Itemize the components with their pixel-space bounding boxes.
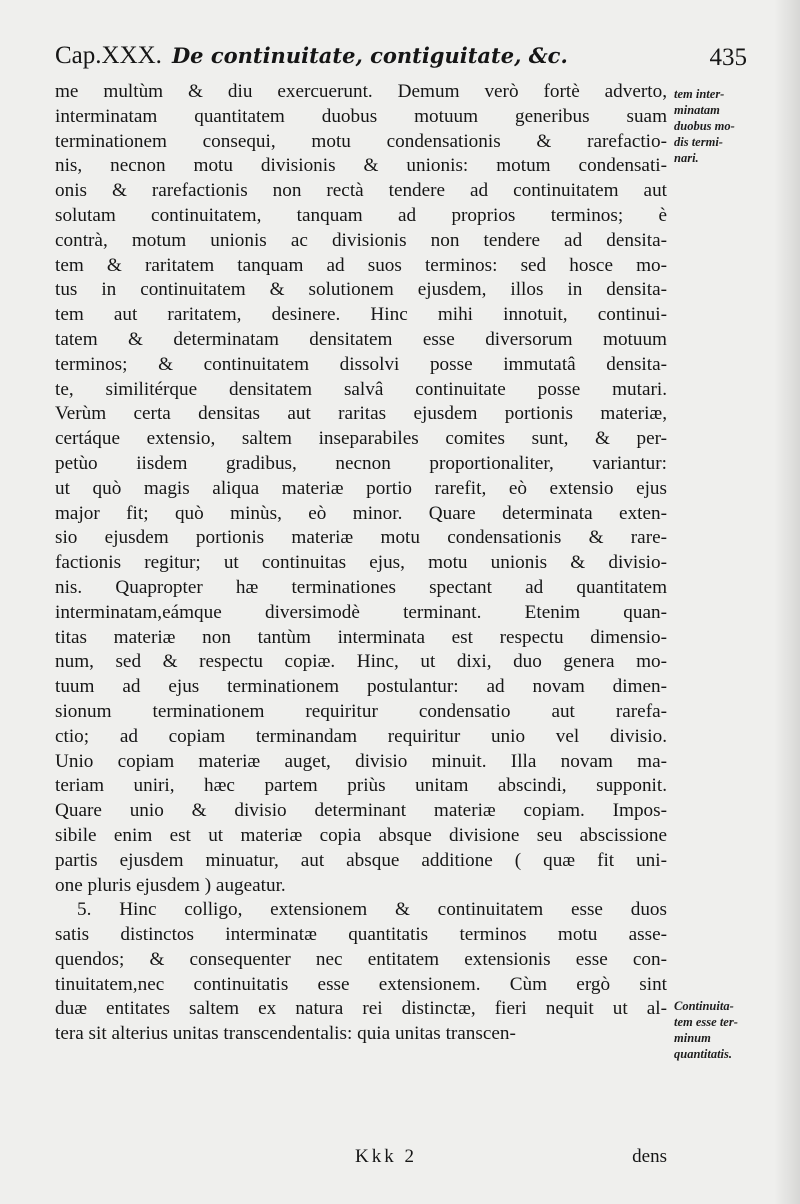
text-line: tem aut raritatem, desinere. Hinc mihi innotuit, continui-	[55, 304, 667, 326]
text-line: satis distinctos interminatæ quantitatis terminos motu asse-	[55, 924, 667, 946]
text-line: tinuitatem,nec continuitatis esse extensionem. Cùm ergò sint	[55, 973, 667, 995]
text-line: major fit; quò minùs, eò minor. Quare determinata exten-	[55, 502, 667, 524]
text-line: num, sed & respectu copiæ. Hinc, ut dixi, duo genera mo-	[55, 651, 667, 673]
margin-note-line: minum	[674, 1031, 711, 1045]
text-line: nis. Quapropter hæ terminationes spectant ad quantitatem	[55, 576, 667, 598]
text-line: duæ entitates saltem ex natura rei distinctæ, fieri nequit ut al-	[55, 998, 667, 1020]
text-line: petùo iisdem gradibus, necnon proportionaliter, variantur:	[55, 452, 667, 474]
text-line: onis & rarefactionis non rectà tendere ad continuitatem aut	[55, 180, 667, 202]
text-line: quendos; & consequenter nec entitatem extensionis esse con-	[55, 948, 667, 970]
body-text	[55, 80, 667, 1047]
margin-note-line: tem esse ter-	[674, 1015, 738, 1029]
text-line: nis, necnon motu divisionis & unionis: motum condensati-	[55, 155, 667, 177]
margin-note-line: nari.	[674, 151, 699, 165]
text-line: Verùm certa densitas aut raritas ejusdem portionis materiæ,	[55, 403, 667, 425]
page-number: 435	[709, 44, 747, 71]
text-line: sio ejusdem portionis materiæ motu condensationis & rare-	[55, 527, 667, 549]
page-footer	[55, 1146, 667, 1174]
text-line: titas materiæ non tantùm interminata est respectu dimensio-	[55, 626, 667, 648]
text-line: me multùm & diu exercuerunt. Demum verò fortè adverto,	[55, 81, 667, 102]
text-line: interminatam,eámque diversimodè terminant. Etenim quan-	[55, 601, 667, 623]
text-line: te, similitérque densitatem salvâ continuitate posse mutari.	[55, 378, 667, 400]
text-line: contrà, motum unionis ac divisionis non tendere ad densita-	[55, 229, 667, 251]
text-line: tem & raritatem tanquam ad suos terminos: sed hosce mo-	[55, 254, 667, 276]
margin-note-line: duobus mo-	[674, 119, 735, 133]
text-line: ctio; ad copiam terminandam requiritur unio vel divisio.	[55, 725, 667, 747]
text-line: tatem & determinatam densitatem esse diversorum motuum	[55, 328, 667, 350]
text-line: interminatam quantitatem duobus motuum generibus suam	[55, 105, 667, 127]
text-line: factionis regitur; ut continuitas ejus, motu unionis & divisio-	[55, 552, 667, 574]
text-line: ut quò magis aliqua materiæ portio rarefit, eò extensio ejus	[55, 477, 667, 499]
margin-note-line: Continuita-	[674, 999, 734, 1013]
text-line: one pluris ejusdem ) augeatur.	[55, 874, 286, 896]
running-head	[55, 40, 568, 70]
margin-note-line: dis termi-	[674, 135, 723, 149]
text-line: teriam uniri, hæc partem priùs unitam abscindi, supponit.	[55, 775, 667, 797]
text-line: tuum ad ejus terminationem postulantur: ad novam dimen-	[55, 676, 667, 698]
margin-note-line: tem inter-	[674, 87, 725, 101]
margin-note-line: minatam	[674, 103, 720, 117]
text-line: terminationem consequi, motu condensationis & rarefactio-	[55, 130, 667, 152]
text-line: tera sit alterius unitas transcendentalis: quia unitas transcen-	[55, 1023, 516, 1045]
chapter-title: De continuitate, contiguitate, &c.	[171, 43, 568, 68]
text-line: partis ejusdem minuatur, aut absque additione ( quæ fit uni-	[55, 849, 667, 871]
margin-note-2	[674, 998, 774, 1062]
text-line: Unio copiam materiæ auget, divisio minuit. Illa novam ma-	[55, 750, 667, 772]
chapter-number: Cap.XXX.	[55, 42, 162, 69]
page-header	[55, 40, 767, 74]
text-line: 5. Hinc colligo, extensionem & continuitatem esse duos	[77, 899, 667, 921]
text-line: sibile enim est ut materiæ copia absque divisione seu abscissione	[55, 824, 667, 846]
text-line: certáque extensio, saltem inseparabiles comites sunt, & per-	[55, 428, 667, 450]
text-line: tus in continuitatem & solutionem ejusdem, illos in densita-	[55, 279, 667, 301]
text-line: terminos; & continuitatem dissolvi posse immutatâ densita-	[55, 353, 667, 375]
margin-note-1	[674, 86, 774, 166]
text-line: solutam continuitatem, tanquam ad proprios terminos; è	[55, 204, 667, 226]
text-line: sionum terminationem requiritur condensatio aut rarefa-	[55, 700, 667, 722]
margin-note-line: quantitatis.	[674, 1047, 733, 1061]
signature-mark: Kkk 2	[355, 1146, 417, 1167]
text-line: Quare unio & divisio determinant materiæ copiam. Impos-	[55, 800, 667, 822]
catchword: dens	[632, 1146, 667, 1167]
